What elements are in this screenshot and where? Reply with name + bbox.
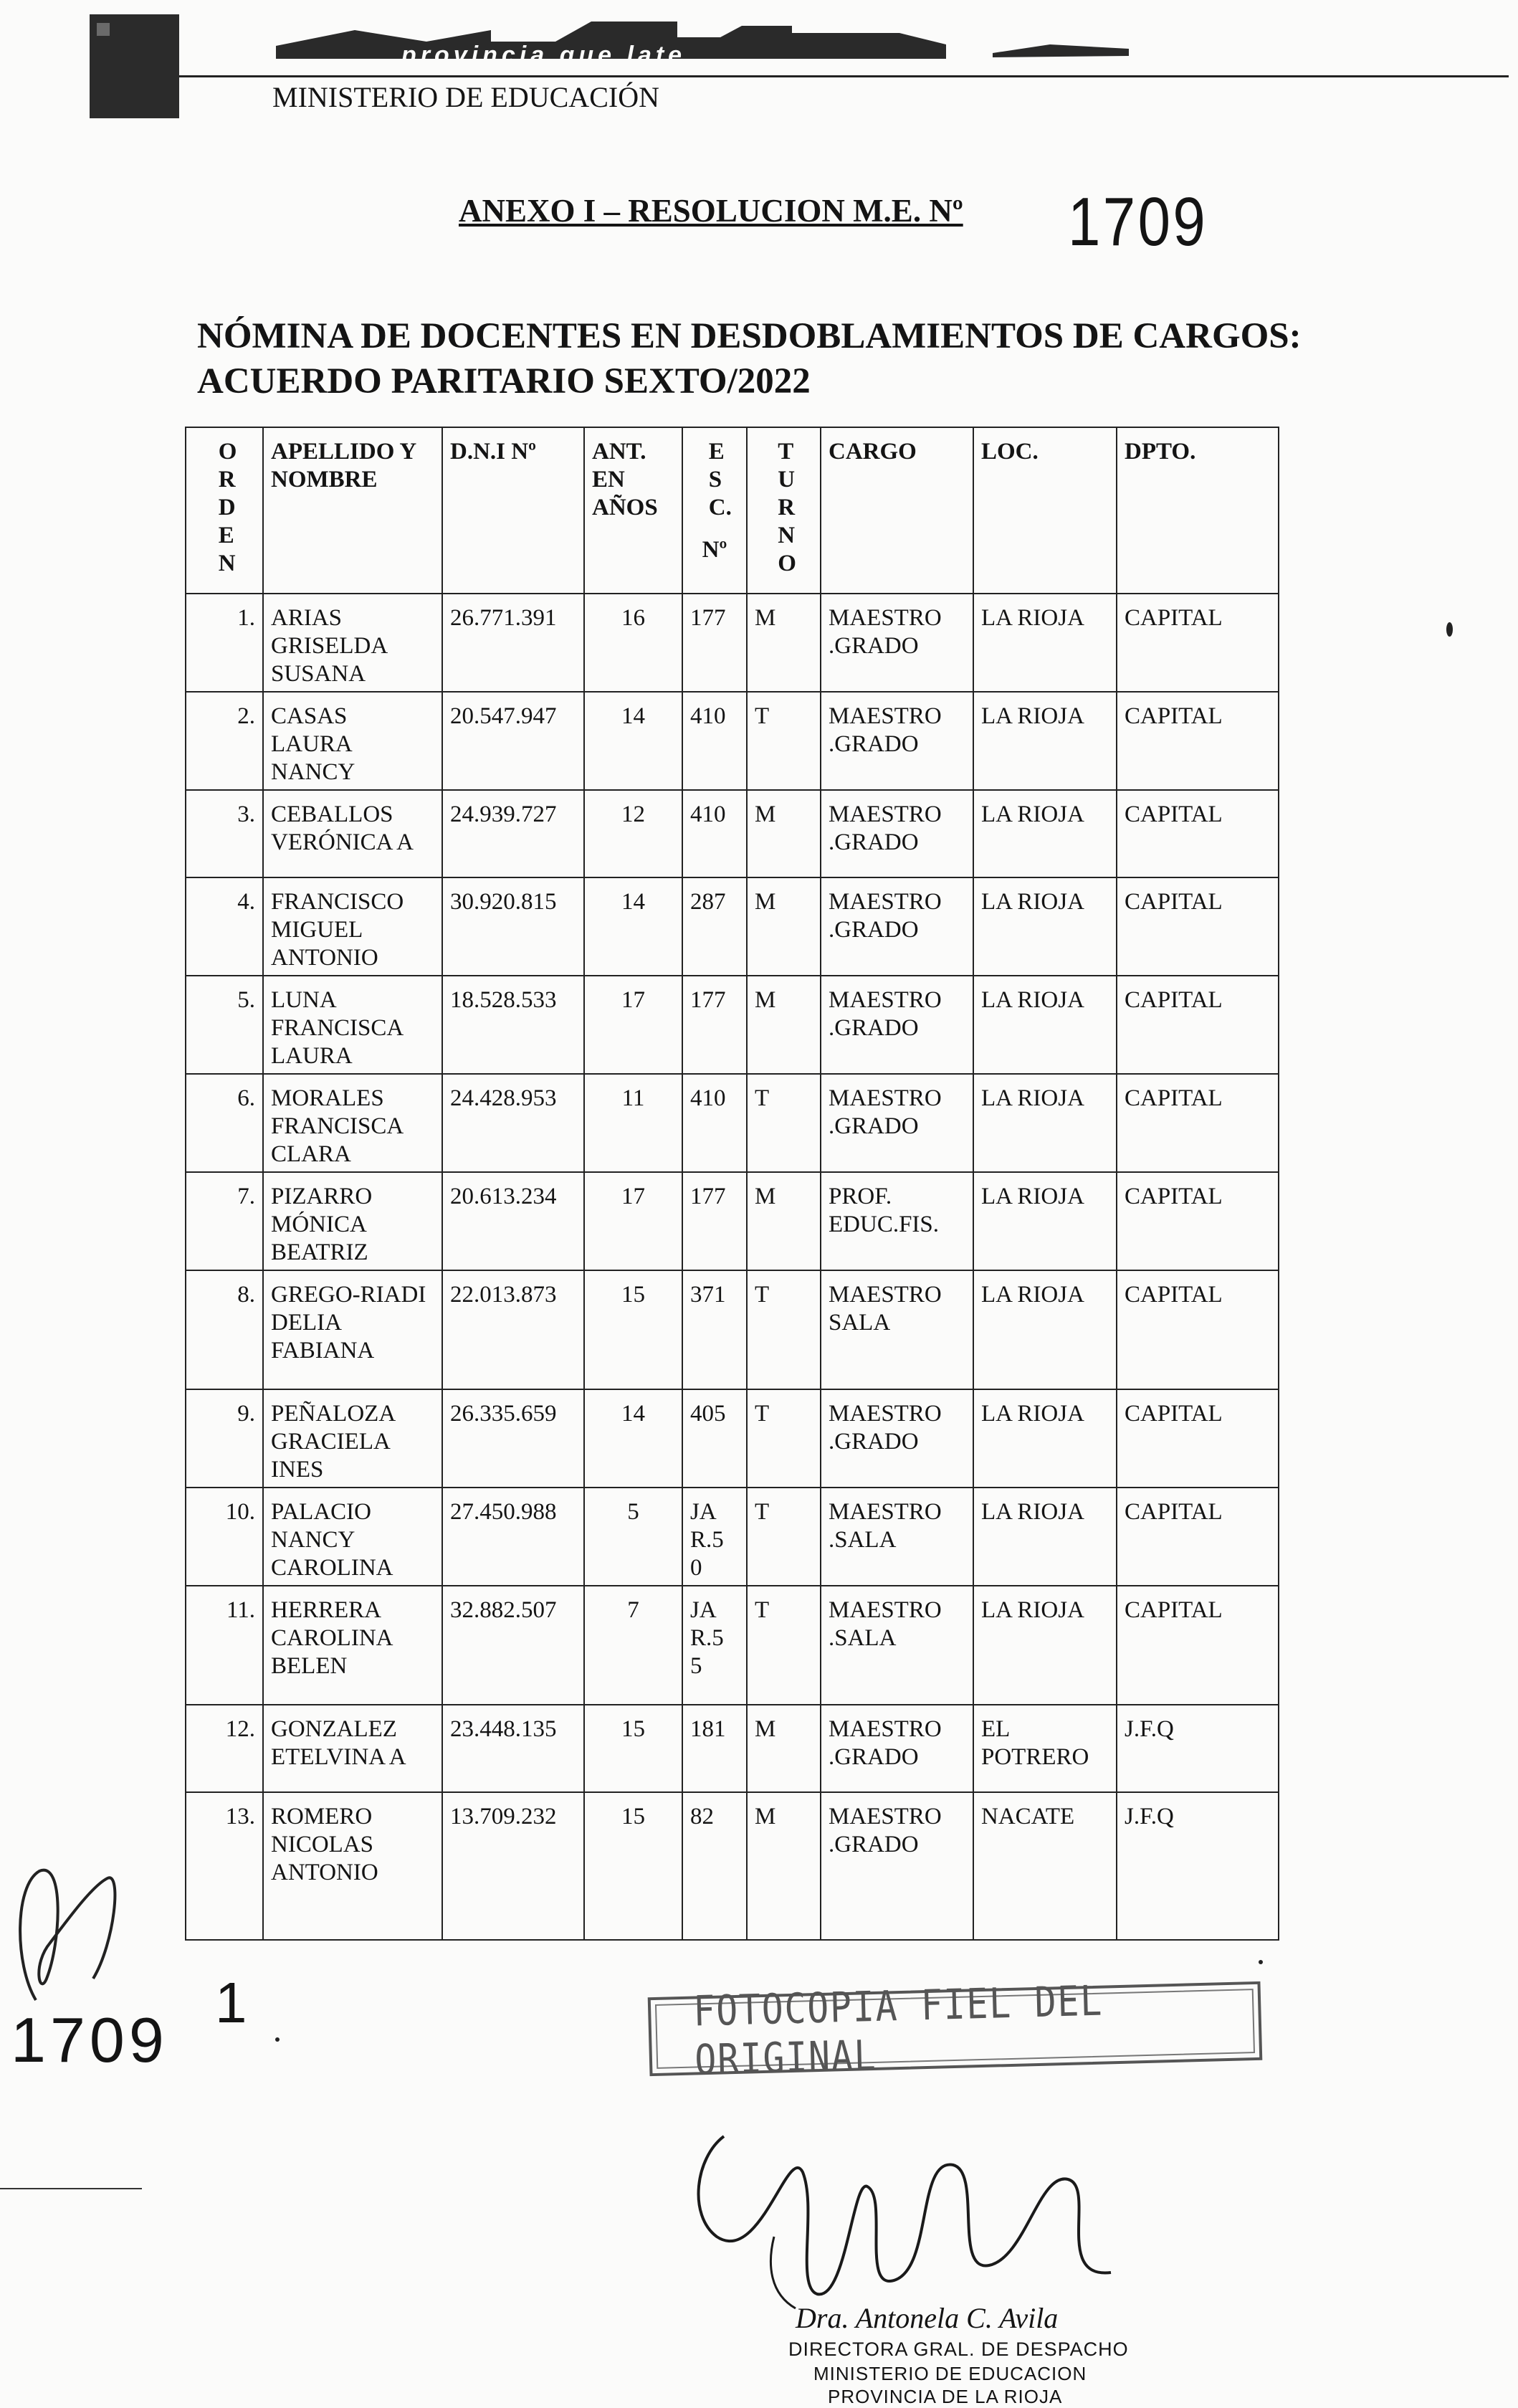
certified-copy-stamp	[648, 1976, 1263, 2085]
cell-dni: 13.709.232	[442, 1792, 584, 1940]
cell-cargo: MAESTRO .GRADO	[821, 790, 973, 877]
table-row	[186, 877, 1279, 976]
cell-localidad: LA RIOJA	[973, 1586, 1117, 1705]
ministry-logo	[90, 14, 179, 118]
signer-name: Dra. Antonela C. Avila	[796, 2302, 1059, 2334]
cell-orden: 13.	[186, 1792, 263, 1940]
cell-antiguedad: 17	[584, 976, 682, 1074]
cell-localidad: LA RIOJA	[973, 790, 1117, 877]
cell-dni: 18.528.533	[442, 976, 584, 1074]
cell-antiguedad: 17	[584, 1172, 682, 1270]
signer-province: PROVINCIA DE LA RIOJA	[828, 2386, 1063, 2407]
cell-orden: 2.	[186, 692, 263, 790]
cell-dni: 24.939.727	[442, 790, 584, 877]
cell-turno: M	[747, 594, 821, 692]
cell-orden: 7.	[186, 1172, 263, 1270]
cell-orden: 12.	[186, 1705, 263, 1792]
table-row	[186, 976, 1279, 1074]
cell-cargo: MAESTRO .GRADO	[821, 877, 973, 976]
cell-turno: M	[747, 790, 821, 877]
cell-nombre: PIZARRO MÓNICA BEATRIZ	[263, 1172, 442, 1270]
ministry-name: MINISTERIO DE EDUCACIÓN	[272, 81, 659, 113]
cell-localidad: LA RIOJA	[973, 976, 1117, 1074]
left-margin-rule	[0, 2188, 142, 2189]
cell-turno: M	[747, 1705, 821, 1792]
cell-departamento: CAPITAL	[1117, 1270, 1279, 1389]
cell-cargo: MAESTRO .SALA	[821, 1586, 973, 1705]
cell-localidad: LA RIOJA	[973, 1074, 1117, 1172]
cell-orden: 6.	[186, 1074, 263, 1172]
cell-antiguedad: 14	[584, 692, 682, 790]
cell-orden: 3.	[186, 790, 263, 877]
cell-dni: 20.613.234	[442, 1172, 584, 1270]
table-row	[186, 692, 1279, 790]
cell-localidad: LA RIOJA	[973, 594, 1117, 692]
cell-dni: 30.920.815	[442, 877, 584, 976]
cell-nombre: PEÑALOZA GRACIELA INES	[263, 1389, 442, 1488]
cell-localidad: LA RIOJA	[973, 692, 1117, 790]
certified-copy-text: FOTOCOPIA FIEL DEL ORIGINAL	[692, 1976, 1104, 2085]
cell-dni: 26.335.659	[442, 1389, 584, 1488]
cell-antiguedad: 15	[584, 1270, 682, 1389]
table-row	[186, 1705, 1279, 1792]
cell-cargo: MAESTRO .GRADO	[821, 594, 973, 692]
cell-nombre: LUNA FRANCISCA LAURA	[263, 976, 442, 1074]
table-header-row	[186, 427, 1279, 594]
cell-localidad: LA RIOJA	[973, 1172, 1117, 1270]
cell-localidad: LA RIOJA	[973, 1389, 1117, 1488]
cell-escuela: 410	[682, 1074, 747, 1172]
cell-nombre: FRANCISCO MIGUEL ANTONIO	[263, 877, 442, 976]
cell-orden: 9.	[186, 1389, 263, 1488]
cell-localidad: LA RIOJA	[973, 877, 1117, 976]
cell-nombre: MORALES FRANCISCA CLARA	[263, 1074, 442, 1172]
side-resolution-number: 1709	[11, 2004, 168, 2075]
cell-turno: T	[747, 1389, 821, 1488]
cell-turno: T	[747, 1074, 821, 1172]
cell-escuela: 410	[682, 790, 747, 877]
cell-localidad: EL POTRERO	[973, 1705, 1117, 1792]
cell-turno: M	[747, 1172, 821, 1270]
cell-localidad: LA RIOJA	[973, 1488, 1117, 1586]
side-tick-mark: 1	[215, 1971, 247, 2035]
header-antiguedad: ANT. EN AÑOS	[584, 427, 682, 594]
cell-escuela: 181	[682, 1705, 747, 1792]
cell-antiguedad: 15	[584, 1705, 682, 1792]
cell-turno: M	[747, 1792, 821, 1940]
cell-nombre: PALACIO NANCY CAROLINA	[263, 1488, 442, 1586]
cell-antiguedad: 7	[584, 1586, 682, 1705]
cell-nombre: ARIAS GRISELDA SUSANA	[263, 594, 442, 692]
cell-cargo: MAESTRO SALA	[821, 1270, 973, 1389]
cell-cargo: MAESTRO .GRADO	[821, 976, 973, 1074]
cell-departamento: CAPITAL	[1117, 877, 1279, 976]
cell-cargo: MAESTRO .SALA	[821, 1488, 973, 1586]
handwritten-signature	[681, 2129, 1154, 2316]
cell-cargo: MAESTRO .GRADO	[821, 1389, 973, 1488]
cell-departamento: J.F.Q	[1117, 1705, 1279, 1792]
cell-escuela: 177	[682, 1172, 747, 1270]
table-row	[186, 1586, 1279, 1705]
table-row	[186, 1270, 1279, 1389]
cell-turno: T	[747, 1488, 821, 1586]
cell-dni: 27.450.988	[442, 1488, 584, 1586]
signer-ministry: MINISTERIO DE EDUCACION	[813, 2363, 1087, 2384]
cell-dni: 26.771.391	[442, 594, 584, 692]
table-row	[186, 1792, 1279, 1940]
cell-turno: T	[747, 692, 821, 790]
header-nombre: APELLIDO Y NOMBRE	[263, 427, 442, 594]
cell-turno: M	[747, 877, 821, 976]
table-row	[186, 1488, 1279, 1586]
cell-orden: 4.	[186, 877, 263, 976]
table-row	[186, 594, 1279, 692]
province-slogan: provincia que late	[401, 42, 687, 69]
cell-departamento: CAPITAL	[1117, 1389, 1279, 1488]
cell-turno: M	[747, 976, 821, 1074]
cell-departamento: CAPITAL	[1117, 976, 1279, 1074]
cell-departamento: CAPITAL	[1117, 1586, 1279, 1705]
header-rule	[179, 75, 1509, 77]
cell-localidad: LA RIOJA	[973, 1270, 1117, 1389]
cell-escuela: 82	[682, 1792, 747, 1940]
header-turno: TURNO	[747, 427, 821, 594]
cell-cargo: MAESTRO .GRADO	[821, 692, 973, 790]
header-orden: ORDEN	[186, 427, 263, 594]
annex-title: ANEXO I – RESOLUCION M.E. Nº	[459, 193, 963, 229]
cell-nombre: GREGO-RIADI DELIA FABIANA	[263, 1270, 442, 1389]
cell-antiguedad: 11	[584, 1074, 682, 1172]
table-row	[186, 790, 1279, 877]
cell-turno: T	[747, 1270, 821, 1389]
cell-nombre: CASAS LAURA NANCY	[263, 692, 442, 790]
header-departamento: DPTO.	[1117, 427, 1279, 594]
header-cargo: CARGO	[821, 427, 973, 594]
header-escuela: ESC. Nº	[682, 427, 747, 594]
cell-escuela: 177	[682, 976, 747, 1074]
table-row	[186, 1389, 1279, 1488]
cell-antiguedad: 5	[584, 1488, 682, 1586]
signer-role: DIRECTORA GRAL. DE DESPACHO	[788, 2338, 1129, 2360]
cell-cargo: MAESTRO .GRADO	[821, 1792, 973, 1940]
cell-departamento: J.F.Q	[1117, 1792, 1279, 1940]
cell-nombre: CEBALLOS VERÓNICA A	[263, 790, 442, 877]
cell-antiguedad: 15	[584, 1792, 682, 1940]
cell-antiguedad: 14	[584, 877, 682, 976]
cell-escuela: JAR.50	[682, 1488, 747, 1586]
cell-departamento: CAPITAL	[1117, 594, 1279, 692]
cell-dni: 23.448.135	[442, 1705, 584, 1792]
cell-cargo: PROF. EDUC.FIS.	[821, 1172, 973, 1270]
cell-orden: 11.	[186, 1586, 263, 1705]
cell-turno: T	[747, 1586, 821, 1705]
cell-departamento: CAPITAL	[1117, 790, 1279, 877]
cell-nombre: HERRERA CAROLINA BELEN	[263, 1586, 442, 1705]
list-title-line1: NÓMINA DE DOCENTES EN DESDOBLAMIENTOS DE CARGOS:	[197, 316, 1302, 356]
handwritten-initials	[7, 1857, 129, 2007]
header-localidad: LOC.	[973, 427, 1117, 594]
cell-escuela: 371	[682, 1270, 747, 1389]
cell-escuela: 287	[682, 877, 747, 976]
scan-speck	[275, 2037, 280, 2042]
table-row	[186, 1172, 1279, 1270]
scan-speck	[1259, 1960, 1263, 1964]
list-title-line2: ACUERDO PARITARIO SEXTO/2022	[197, 361, 811, 401]
cell-departamento: CAPITAL	[1117, 692, 1279, 790]
header-dni: D.N.I Nº	[442, 427, 584, 594]
cell-dni: 22.013.873	[442, 1270, 584, 1389]
resolution-number: 1709	[1068, 184, 1208, 260]
cell-escuela: 177	[682, 594, 747, 692]
cell-departamento: CAPITAL	[1117, 1488, 1279, 1586]
cell-escuela: JAR.55	[682, 1586, 747, 1705]
cell-cargo: MAESTRO .GRADO	[821, 1705, 973, 1792]
table-row	[186, 1074, 1279, 1172]
cell-localidad: NACATE	[973, 1792, 1117, 1940]
cell-orden: 10.	[186, 1488, 263, 1586]
cell-orden: 1.	[186, 594, 263, 692]
cell-dni: 20.547.947	[442, 692, 584, 790]
cell-departamento: CAPITAL	[1117, 1074, 1279, 1172]
scan-speck	[1446, 622, 1453, 637]
cell-orden: 8.	[186, 1270, 263, 1389]
cell-escuela: 405	[682, 1389, 747, 1488]
cell-antiguedad: 14	[584, 1389, 682, 1488]
cell-dni: 24.428.953	[442, 1074, 584, 1172]
cell-antiguedad: 12	[584, 790, 682, 877]
cell-escuela: 410	[682, 692, 747, 790]
staff-table	[185, 427, 1279, 1941]
cell-nombre: ROMERO NICOLAS ANTONIO	[263, 1792, 442, 1940]
cell-cargo: MAESTRO .GRADO	[821, 1074, 973, 1172]
cell-nombre: GONZALEZ ETELVINA A	[263, 1705, 442, 1792]
cell-dni: 32.882.507	[442, 1586, 584, 1705]
cell-antiguedad: 16	[584, 594, 682, 692]
cell-departamento: CAPITAL	[1117, 1172, 1279, 1270]
cell-orden: 5.	[186, 976, 263, 1074]
